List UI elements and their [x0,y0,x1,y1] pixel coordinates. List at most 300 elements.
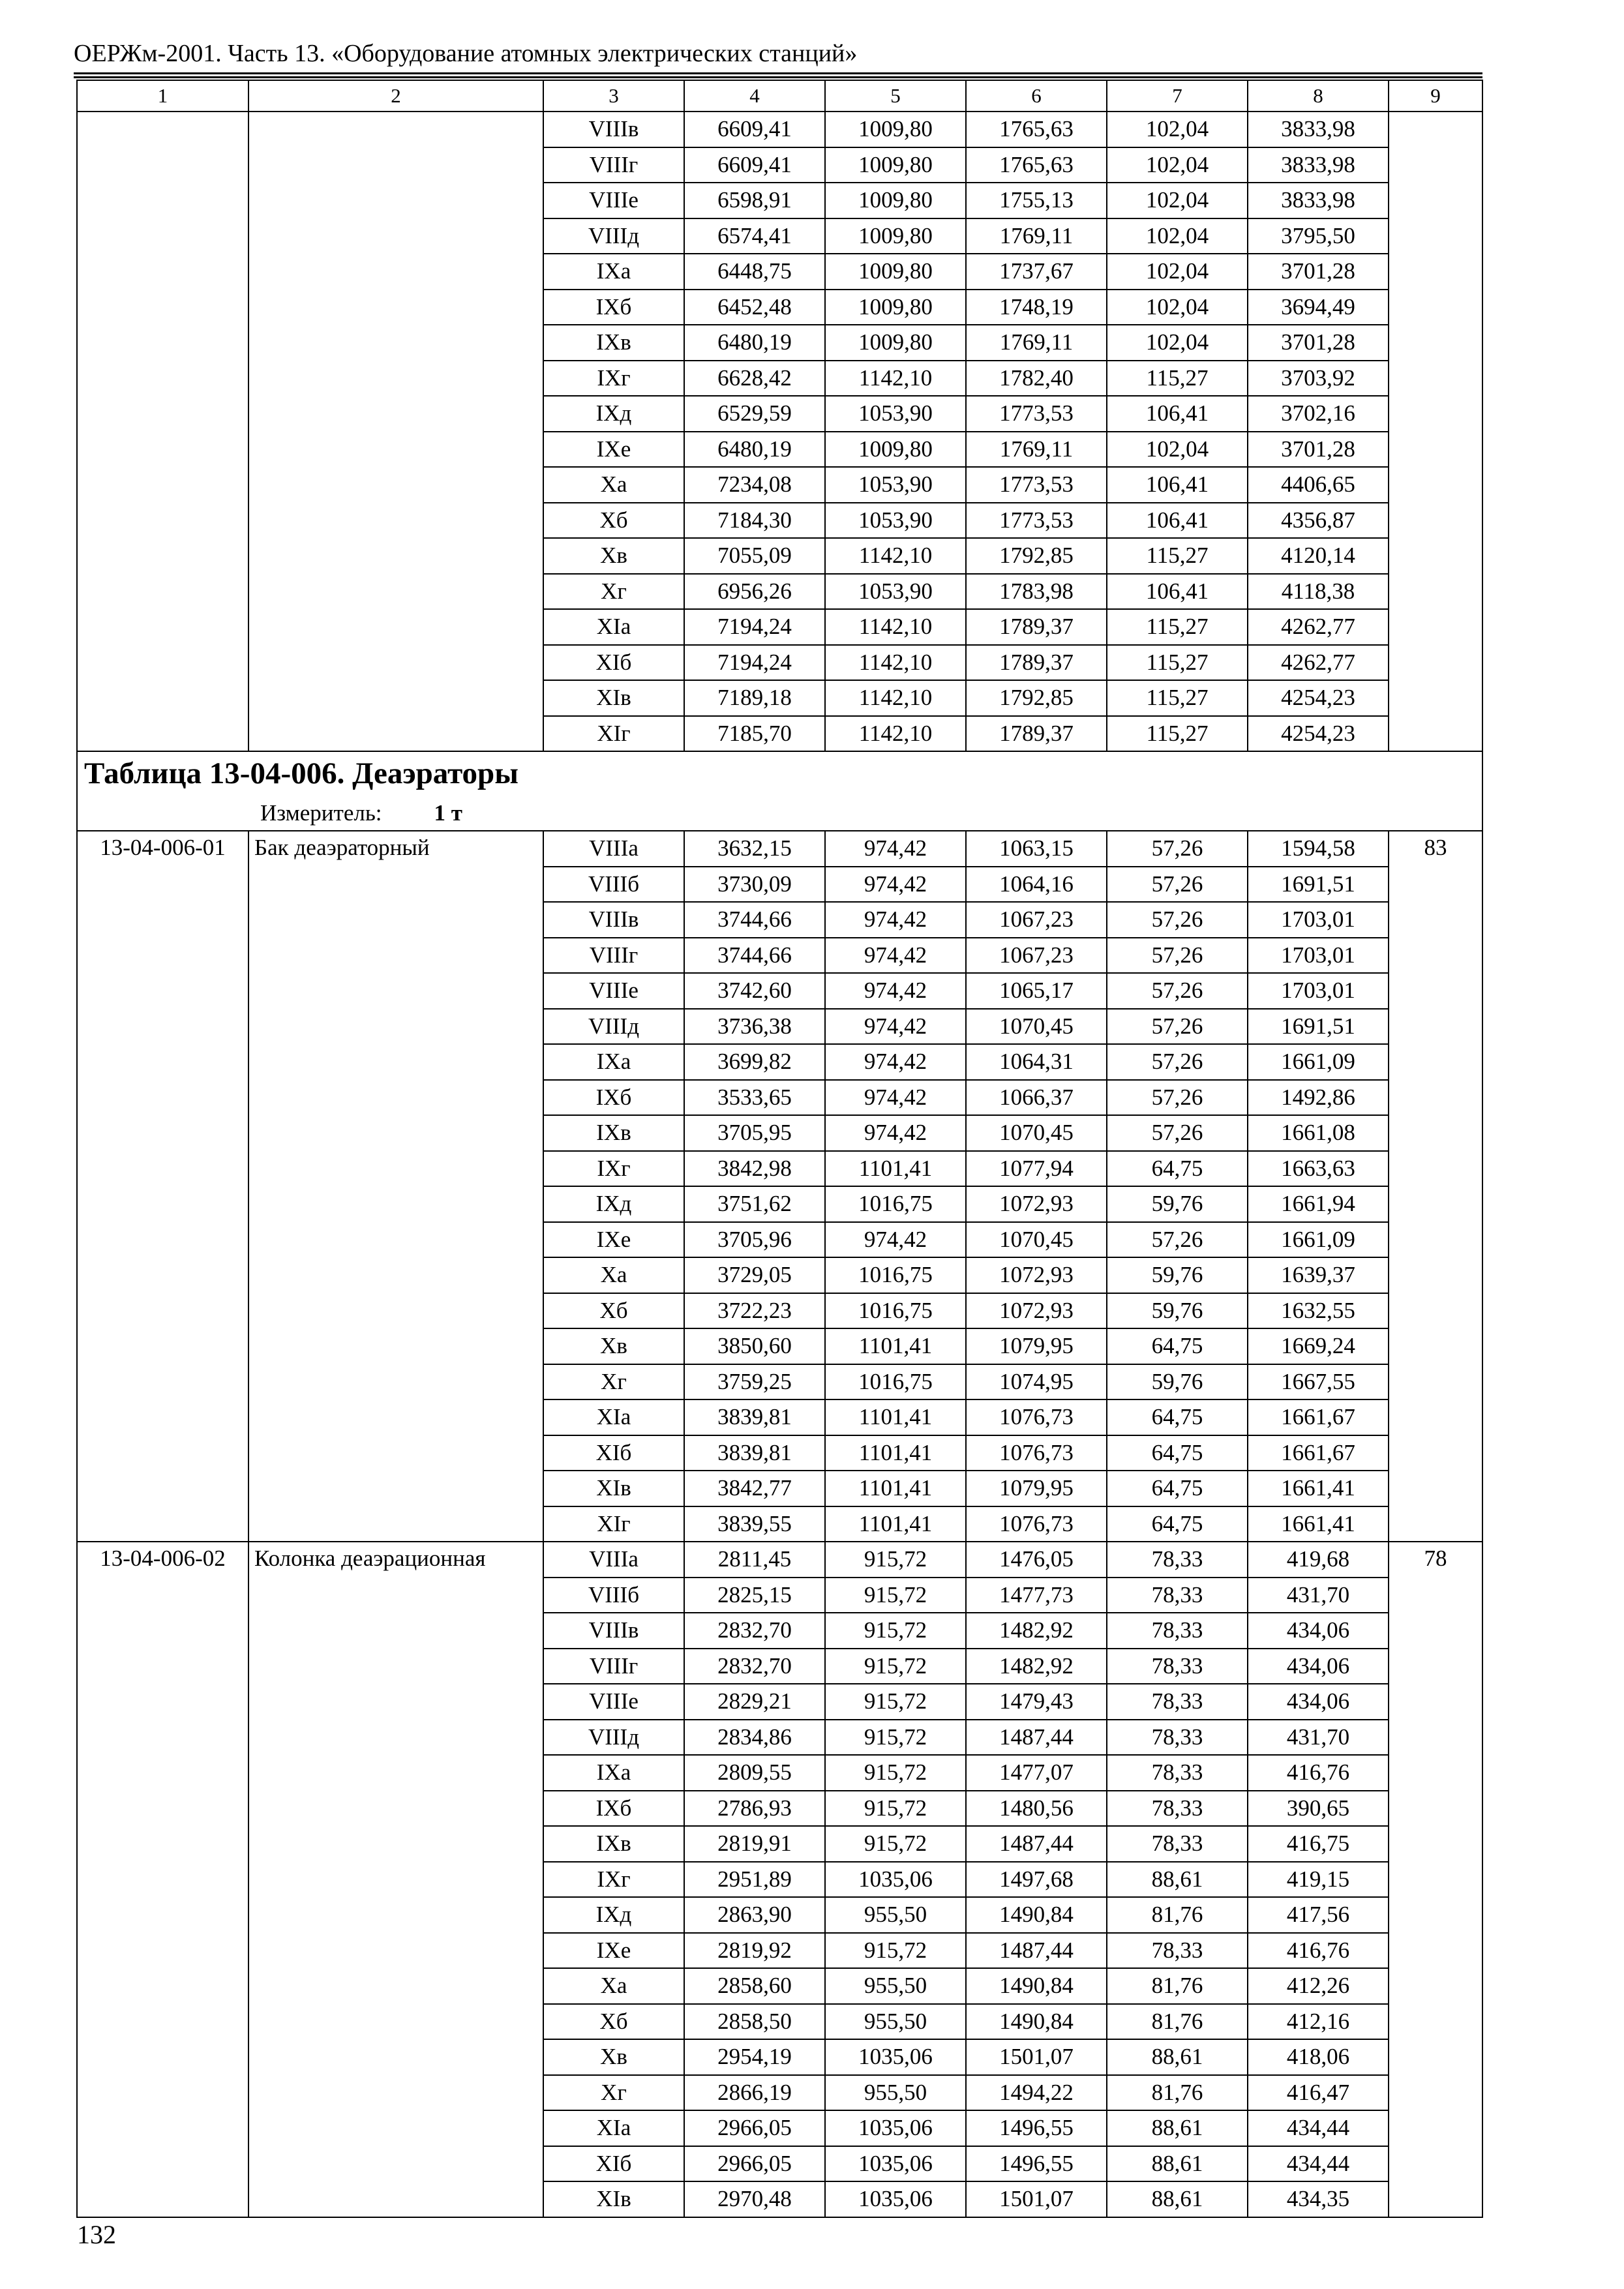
cell-value: 78,33 [1107,1613,1248,1649]
cell-value: 106,41 [1107,396,1248,432]
cell-value: 102,04 [1107,325,1248,361]
cell-value: 102,04 [1107,112,1248,147]
cell-value: 64,75 [1107,1435,1248,1471]
column-number: 2 [248,80,543,112]
cell-value: VIIIе [543,973,684,1009]
cell-value: 1101,41 [825,1471,966,1506]
cell-value: VIIIг [543,938,684,974]
cell-value: IXд [543,396,684,432]
cell-value: 2829,21 [684,1684,825,1720]
cell-value: Xб [543,1293,684,1329]
cell-name-empty [248,112,543,751]
cell-value: 1101,41 [825,1328,966,1364]
cell-value: 2863,90 [684,1897,825,1933]
item-name: Бак деаэраторный [248,831,543,1542]
cell-value: 6598,91 [684,183,825,218]
cell-value: 974,42 [825,973,966,1009]
table-row [77,112,1482,147]
cell-value: 78,33 [1107,1933,1248,1969]
cell-value: 88,61 [1107,2039,1248,2075]
cell-value: 78,33 [1107,1755,1248,1791]
cell-value: 3701,28 [1248,325,1389,361]
cell-value: 1487,44 [966,1720,1107,1756]
cell-value: 1691,51 [1248,1009,1389,1045]
cell-value: Xа [543,467,684,503]
cell-value: 102,04 [1107,183,1248,218]
cell-value: 81,76 [1107,1897,1248,1933]
cell-value: VIIIв [543,1613,684,1649]
cell-value: 2834,86 [684,1720,825,1756]
cell-value: 1142,10 [825,609,966,645]
cell-value: 3842,98 [684,1151,825,1187]
cell-value: 1101,41 [825,1506,966,1542]
cell-percent-empty [1389,112,1482,751]
cell-value: 1748,19 [966,290,1107,325]
document-header: ОЕРЖм-2001. Часть 13. «Оборудование атомных электрических станций» [74,40,858,67]
cell-value: 88,61 [1107,1862,1248,1898]
cell-value: 57,26 [1107,1009,1248,1045]
item-code: 13-04-006-01 [77,831,248,1542]
cell-value: 1632,55 [1248,1293,1389,1329]
cell-value: VIIIе [543,1684,684,1720]
cell-value: 4254,23 [1248,716,1389,752]
unit-value: 1 т [434,800,462,826]
header-rule-top [74,72,1482,74]
cell-value: 390,65 [1248,1791,1389,1827]
cell-value: 915,72 [825,1613,966,1649]
header-rule-bottom [74,76,1482,78]
cell-value: VIIIв [543,902,684,938]
cell-value: 6956,26 [684,574,825,610]
cell-value: 974,42 [825,902,966,938]
cell-value: 6574,41 [684,218,825,254]
cell-value: 102,04 [1107,254,1248,290]
cell-value: 974,42 [825,1115,966,1151]
cell-value: 419,68 [1248,1542,1389,1578]
cell-value: 3702,16 [1248,396,1389,432]
cell-value: 6480,19 [684,432,825,468]
cell-value: 1663,63 [1248,1151,1389,1187]
cell-value: 1016,75 [825,1364,966,1400]
cell-value: 2866,19 [684,2075,825,2111]
cell-value: 59,76 [1107,1257,1248,1293]
cell-value: 1487,44 [966,1826,1107,1862]
cell-value: 88,61 [1107,2181,1248,2217]
cell-value: IXа [543,254,684,290]
cell-value: Xв [543,1328,684,1364]
section-cell [77,751,1482,831]
cell-value: 1661,41 [1248,1471,1389,1506]
cell-value: 1009,80 [825,112,966,147]
cell-value: 2825,15 [684,1578,825,1613]
cell-value: 1076,73 [966,1399,1107,1435]
cell-value: 115,27 [1107,609,1248,645]
unit-line [84,800,1482,826]
cell-value: XIг [543,1506,684,1542]
cell-value: 3742,60 [684,973,825,1009]
cell-value: VIIIб [543,1578,684,1613]
cell-value: 4262,77 [1248,645,1389,681]
cell-value: 1072,93 [966,1257,1107,1293]
cell-value: 1476,05 [966,1542,1107,1578]
cell-value: IXе [543,1222,684,1258]
cell-value: 57,26 [1107,938,1248,974]
cell-value: XIб [543,1435,684,1471]
cell-value: IXв [543,1115,684,1151]
cell-value: 3833,98 [1248,112,1389,147]
cell-value: 88,61 [1107,2110,1248,2146]
cell-value: 1496,55 [966,2146,1107,2182]
cell-value: 1773,53 [966,467,1107,503]
table-body [77,80,1482,2217]
cell-value: 115,27 [1107,716,1248,752]
cell-value: 1490,84 [966,1897,1107,1933]
cell-value: 81,76 [1107,1968,1248,2004]
cell-value: 416,47 [1248,2075,1389,2111]
cell-value: 434,06 [1248,1649,1389,1684]
cell-value: 57,26 [1107,867,1248,903]
cell-value: 3722,23 [684,1293,825,1329]
cell-value: 915,72 [825,1720,966,1756]
cell-value: 1490,84 [966,1968,1107,2004]
cell-value: 2819,91 [684,1826,825,1862]
cell-value: 1789,37 [966,645,1107,681]
cell-value: Xб [543,2004,684,2040]
cell-value: 1497,68 [966,1862,1107,1898]
cell-value: 102,04 [1107,218,1248,254]
cell-value: 78,33 [1107,1542,1248,1578]
cell-value: 6609,41 [684,147,825,183]
cell-value: 64,75 [1107,1151,1248,1187]
cell-value: 3705,96 [684,1222,825,1258]
cell-value: 2951,89 [684,1862,825,1898]
column-number: 7 [1107,80,1248,112]
cell-value: 1487,44 [966,1933,1107,1969]
cell-value: 2966,05 [684,2146,825,2182]
cell-value: 1737,67 [966,254,1107,290]
cell-value: 1009,80 [825,147,966,183]
cell-value: IXа [543,1755,684,1791]
cell-value: 57,26 [1107,1222,1248,1258]
cell-value: 78,33 [1107,1720,1248,1756]
cell-value: 3701,28 [1248,432,1389,468]
cell-value: 915,72 [825,1933,966,1969]
cell-value: 1667,55 [1248,1364,1389,1400]
cell-value: 1691,51 [1248,867,1389,903]
cell-value: 1482,92 [966,1613,1107,1649]
cell-value: 431,70 [1248,1720,1389,1756]
cell-value: 1009,80 [825,183,966,218]
cell-value: 955,50 [825,2075,966,2111]
cell-value: 955,50 [825,1968,966,2004]
cell-value: 115,27 [1107,361,1248,396]
cell-value: VIIIа [543,1542,684,1578]
cell-value: 1501,07 [966,2181,1107,2217]
cell-value: VIIIв [543,112,684,147]
cell-value: 59,76 [1107,1293,1248,1329]
column-number: 3 [543,80,684,112]
cell-value: 1661,94 [1248,1186,1389,1222]
cell-value: 1009,80 [825,254,966,290]
cell-value: 1009,80 [825,325,966,361]
table-row [77,1542,1482,1578]
cell-value: 416,76 [1248,1933,1389,1969]
column-number: 9 [1389,80,1482,112]
cell-value: 915,72 [825,1755,966,1791]
price-table [76,80,1483,2218]
cell-value: Xа [543,1257,684,1293]
cell-value: 412,26 [1248,1968,1389,2004]
cell-value: 1066,37 [966,1080,1107,1116]
cell-value: 4254,23 [1248,680,1389,716]
cell-value: 1142,10 [825,645,966,681]
cell-value: 3699,82 [684,1044,825,1080]
cell-value: 1765,63 [966,147,1107,183]
cell-value: 3694,49 [1248,290,1389,325]
cell-value: 915,72 [825,1684,966,1720]
cell-value: 57,26 [1107,973,1248,1009]
cell-value: XIг [543,716,684,752]
cell-value: 1016,75 [825,1257,966,1293]
cell-value: 416,75 [1248,1826,1389,1862]
cell-value: 64,75 [1107,1471,1248,1506]
cell-value: 1070,45 [966,1009,1107,1045]
cell-value: 1063,15 [966,831,1107,867]
cell-value: 1792,85 [966,538,1107,574]
cell-value: 3839,55 [684,1506,825,1542]
cell-value: XIв [543,1471,684,1506]
cell-value: 3850,60 [684,1328,825,1364]
cell-value: 1077,94 [966,1151,1107,1187]
unit-label: Измеритель: [260,800,382,826]
cell-value: 1594,58 [1248,831,1389,867]
cell-value: 3795,50 [1248,218,1389,254]
cell-value: 1501,07 [966,2039,1107,2075]
item-percent: 83 [1389,831,1482,1542]
cell-value: 3833,98 [1248,147,1389,183]
cell-value: 3703,92 [1248,361,1389,396]
cell-value: IXб [543,290,684,325]
cell-value: Xв [543,538,684,574]
column-number: 4 [684,80,825,112]
cell-value: 1661,67 [1248,1399,1389,1435]
cell-value: 1769,11 [966,325,1107,361]
cell-value: 1009,80 [825,290,966,325]
cell-value: IXб [543,1791,684,1827]
cell-value: 1035,06 [825,2110,966,2146]
cell-value: 57,26 [1107,902,1248,938]
cell-value: IXв [543,325,684,361]
cell-value: 7185,70 [684,716,825,752]
cell-value: 7194,24 [684,609,825,645]
cell-value: 81,76 [1107,2004,1248,2040]
cell-value: 1053,90 [825,396,966,432]
cell-value: 1769,11 [966,432,1107,468]
cell-value: IXа [543,1044,684,1080]
cell-value: 915,72 [825,1826,966,1862]
cell-value: Xг [543,1364,684,1400]
cell-value: 7194,24 [684,645,825,681]
cell-value: XIб [543,2146,684,2182]
cell-value: 3839,81 [684,1399,825,1435]
cell-value: 102,04 [1107,290,1248,325]
cell-value: 974,42 [825,938,966,974]
cell-value: 1072,93 [966,1293,1107,1329]
cell-value: 1661,41 [1248,1506,1389,1542]
cell-value: Xа [543,1968,684,2004]
cell-value: 7055,09 [684,538,825,574]
column-number: 8 [1248,80,1389,112]
cell-value: 1142,10 [825,680,966,716]
page-number: 132 [77,2220,116,2249]
cell-value: 6448,75 [684,254,825,290]
cell-value: 1661,67 [1248,1435,1389,1471]
cell-value: 3533,65 [684,1080,825,1116]
cell-value: 1035,06 [825,2146,966,2182]
cell-value: 1079,95 [966,1328,1107,1364]
cell-value: IXг [543,1151,684,1187]
cell-value: 1773,53 [966,396,1107,432]
cell-value: 1661,09 [1248,1222,1389,1258]
cell-value: 106,41 [1107,467,1248,503]
cell-value: XIб [543,645,684,681]
cell-value: 88,61 [1107,2146,1248,2182]
cell-value: 1076,73 [966,1506,1107,1542]
cell-value: 1067,23 [966,902,1107,938]
cell-value: IXг [543,1862,684,1898]
item-code: 13-04-006-02 [77,1542,248,2217]
cell-value: 78,33 [1107,1684,1248,1720]
cell-value: 1070,45 [966,1222,1107,1258]
cell-value: 434,06 [1248,1684,1389,1720]
cell-value: 3736,38 [684,1009,825,1045]
cell-value: 1494,22 [966,2075,1107,2111]
cell-value: IXб [543,1080,684,1116]
cell-value: 115,27 [1107,538,1248,574]
cell-value: 974,42 [825,867,966,903]
cell-value: 4356,87 [1248,503,1389,539]
cell-value: 3705,95 [684,1115,825,1151]
cell-value: 1661,08 [1248,1115,1389,1151]
cell-value: 418,06 [1248,2039,1389,2075]
cell-value: 59,76 [1107,1364,1248,1400]
cell-value: 1035,06 [825,2039,966,2075]
cell-value: 1016,75 [825,1186,966,1222]
section-row [77,751,1482,831]
cell-value: 106,41 [1107,503,1248,539]
section-title: Таблица 13-04-006. Деаэраторы [84,756,519,790]
cell-value: 2832,70 [684,1613,825,1649]
cell-value: 6452,48 [684,290,825,325]
cell-value: 6609,41 [684,112,825,147]
cell-value: 1142,10 [825,361,966,396]
cell-value: 1773,53 [966,503,1107,539]
cell-code-empty [77,112,248,751]
cell-value: 974,42 [825,1044,966,1080]
cell-value: 4406,65 [1248,467,1389,503]
cell-value: 974,42 [825,1009,966,1045]
cell-value: 1782,40 [966,361,1107,396]
cell-value: 2819,92 [684,1933,825,1969]
cell-value: 1142,10 [825,538,966,574]
cell-value: 6480,19 [684,325,825,361]
cell-value: 1703,01 [1248,973,1389,1009]
column-number: 6 [966,80,1107,112]
cell-value: 2970,48 [684,2181,825,2217]
cell-value: 3701,28 [1248,254,1389,290]
cell-value: 1101,41 [825,1151,966,1187]
cell-value: VIIIе [543,183,684,218]
column-number-row [77,80,1482,112]
cell-value: XIв [543,2181,684,2217]
cell-value: 2858,60 [684,1968,825,2004]
cell-value: 955,50 [825,1897,966,1933]
cell-value: 434,06 [1248,1613,1389,1649]
cell-value: 1009,80 [825,218,966,254]
cell-value: IXв [543,1826,684,1862]
cell-value: 955,50 [825,2004,966,2040]
cell-value: 1072,93 [966,1186,1107,1222]
cell-value: 915,72 [825,1578,966,1613]
cell-value: 1496,55 [966,2110,1107,2146]
cell-value: 1789,37 [966,716,1107,752]
cell-value: 1482,92 [966,1649,1107,1684]
cell-value: 1016,75 [825,1293,966,1329]
cell-value: 3730,09 [684,867,825,903]
cell-value: 915,72 [825,1791,966,1827]
cell-value: 434,35 [1248,2181,1389,2217]
cell-value: 1477,73 [966,1578,1107,1613]
cell-value: 78,33 [1107,1826,1248,1862]
cell-value: 78,33 [1107,1649,1248,1684]
cell-value: 1789,37 [966,609,1107,645]
cell-value: 434,44 [1248,2146,1389,2182]
cell-value: Xв [543,2039,684,2075]
cell-value: 6628,42 [684,361,825,396]
cell-value: 3744,66 [684,902,825,938]
cell-value: 2786,93 [684,1791,825,1827]
cell-value: IXе [543,1933,684,1969]
cell-value: IXе [543,432,684,468]
cell-value: 3759,25 [684,1364,825,1400]
cell-value: 57,26 [1107,1115,1248,1151]
cell-value: 1703,01 [1248,938,1389,974]
cell-value: Xг [543,574,684,610]
cell-value: 1065,17 [966,973,1107,1009]
cell-value: 1067,23 [966,938,1107,974]
cell-value: 1783,98 [966,574,1107,610]
cell-value: 974,42 [825,831,966,867]
cell-value: 915,72 [825,1542,966,1578]
cell-value: VIIIд [543,1009,684,1045]
cell-value: Xб [543,503,684,539]
cell-value: 3842,77 [684,1471,825,1506]
cell-value: 4118,38 [1248,574,1389,610]
cell-value: 1792,85 [966,680,1107,716]
cell-value: 64,75 [1107,1399,1248,1435]
item-percent: 78 [1389,1542,1482,2217]
column-number: 5 [825,80,966,112]
cell-value: 1064,16 [966,867,1107,903]
cell-value: 1079,95 [966,1471,1107,1506]
column-number: 1 [77,80,248,112]
table-row [77,831,1482,867]
cell-value: 7189,18 [684,680,825,716]
cell-value: 7234,08 [684,467,825,503]
cell-value: 2966,05 [684,2110,825,2146]
cell-value: 59,76 [1107,1186,1248,1222]
cell-value: VIIIб [543,867,684,903]
